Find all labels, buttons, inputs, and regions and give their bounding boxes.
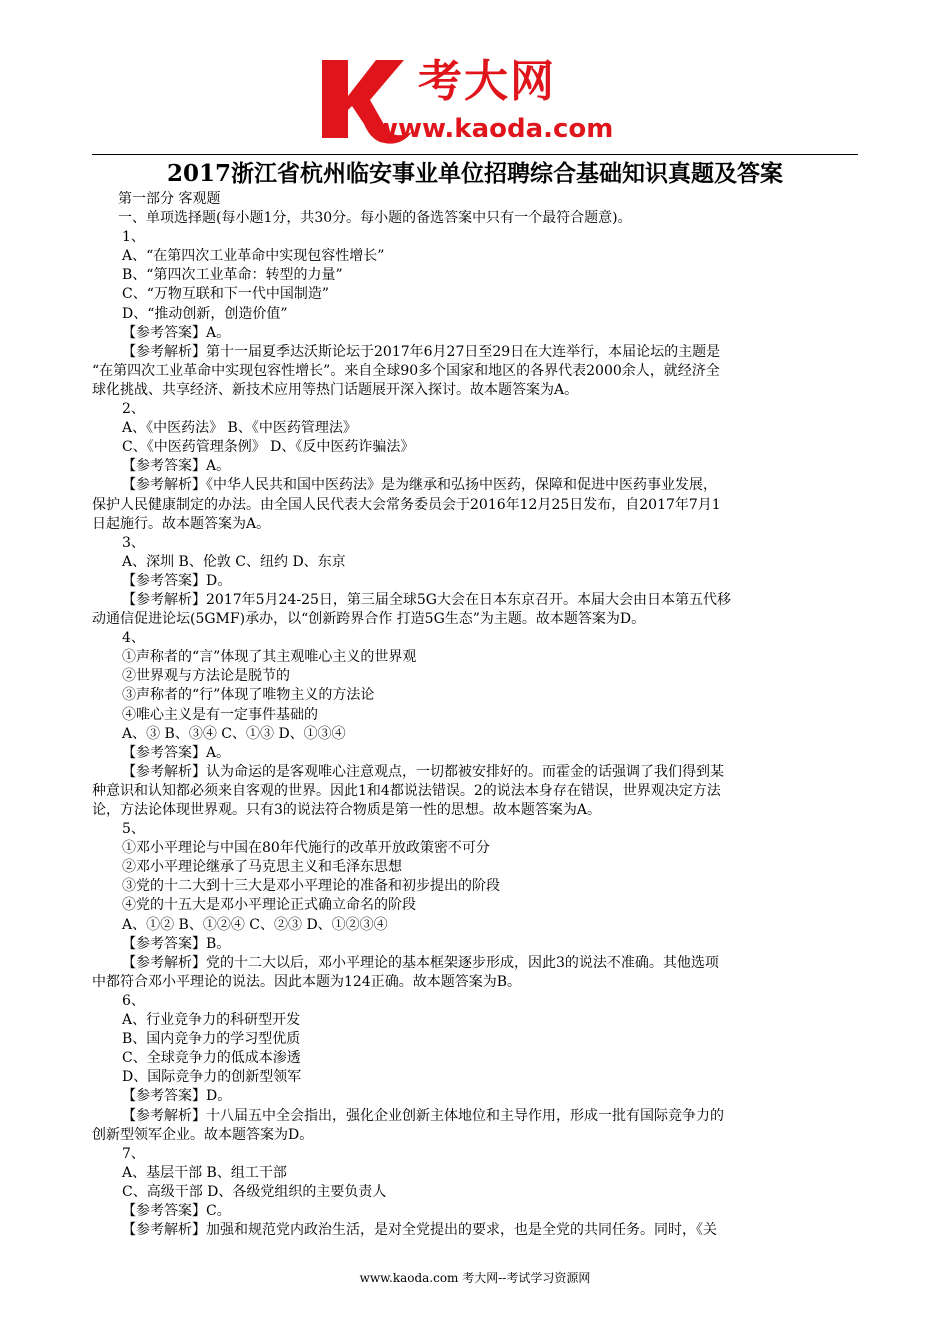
text-line: 【参考解析】认为命运的是客观唯心注意观点，一切都被安排好的。而霍金的话强调了我们得到某 <box>122 763 724 780</box>
text-line: 论，方法论体现世界观。只有3的说法符合物质是第一性的思想。故本题答案为A。 <box>92 802 602 818</box>
text-line: A、行业竞争力的科研型开发 <box>122 1012 301 1029</box>
document-body <box>92 190 858 1240</box>
text-line: ②邓小平理论继承了马克思主义和毛泽东思想 <box>122 859 402 876</box>
text-line: 日起施行。故本题答案为A。 <box>92 515 271 532</box>
text-line: D、国际竞争力的创新型领军 <box>122 1069 302 1086</box>
text-line: 【参考答案】D。 <box>122 572 232 589</box>
text-line: A、深圳 B、伦敦 C、纽约 D、东京 <box>122 553 346 570</box>
text-line: 1、 <box>122 229 145 246</box>
text-line: 【参考解析】2017年5月24-25日，第三届全球5G大会在日本东京召开。本届大会由日本第五代移 <box>122 591 731 608</box>
text-line: A、“在第四次工业革命中实现包容性增长” <box>122 248 385 265</box>
text-line: 【参考答案】C。 <box>122 1202 231 1219</box>
text-line: A、①② B、①②④ C、②③ D、①②③④ <box>122 916 388 933</box>
text-line: 【参考解析】加强和规范党内政治生活，是对全党提出的要求，也是全党的共同任务。同时，《关 <box>122 1222 717 1239</box>
text-line: 第一部分 客观题 <box>118 191 221 207</box>
text-line: C、高级干部 D、各级党组织的主要负责人 <box>122 1183 387 1200</box>
text-line: 球化挑战、共享经济、新技术应用等热门话题展开深入探讨。故本题答案为A。 <box>92 381 579 398</box>
text-line: ②世界观与方法论是脱节的 <box>122 668 290 685</box>
page-title: 2017浙江省杭州临安事业单位招聘综合基础知识真题及答案 <box>166 160 783 187</box>
logo-chinese-text: 考大网 <box>418 56 556 107</box>
text-line: C、全球竞争力的低成本渗透 <box>122 1050 301 1067</box>
text-line: B、国内竞争力的学习型优质 <box>122 1031 301 1048</box>
text-line: 【参考解析】第十一届夏季达沃斯论坛于2017年6月27日至29日在大连举行，本届论坛的主题是 <box>122 343 721 360</box>
text-line: ③声称者的“行”体现了唯物主义的方法论 <box>122 687 375 704</box>
text-line: D、“推动创新，创造价值” <box>122 305 288 322</box>
text-line: 7、 <box>122 1145 145 1162</box>
text-line: 【参考解析】《中华人民共和国中医药法》是为继承和弘扬中医药，保障和促进中医药事业发展， <box>122 477 717 494</box>
text-line: A、《中医药法》 B、《中医药管理法》 <box>122 420 357 437</box>
text-line: 【参考答案】A。 <box>122 324 231 341</box>
text-line: 6、 <box>122 992 145 1009</box>
text-line: 【参考答案】B。 <box>122 935 231 952</box>
text-line: 种意识和认知都必须来自客观的世界。因此1和4都说法错误。2的说法本身存在错误，世界观决定方法 <box>92 782 721 799</box>
kaoda-logo <box>318 52 638 152</box>
text-line: “在第四次工业革命中实现包容性增长”。来自全球90多个国家和地区的各界代表2000余人，就经济全 <box>92 362 720 379</box>
text-line: B、“第四次工业革命：转型的力量” <box>122 267 343 284</box>
text-line: 4、 <box>122 630 145 647</box>
text-line: 创新型领军企业。故本题答案为D。 <box>92 1126 314 1143</box>
text-line: 中都符合邓小平理论的说法。因此本题为124正确。故本题答案为B。 <box>92 973 522 990</box>
text-line: A、③ B、③④ C、①③ D、①③④ <box>122 725 346 742</box>
text-line: 保护人民健康制定的办法。由全国人民代表大会常务委员会于2016年12月25日发布，自2017年7月1 <box>92 496 721 513</box>
text-line: 【参考答案】D。 <box>122 1088 232 1105</box>
text-line: C、《中医药管理条例》 D、《反中医药诈骗法》 <box>122 439 415 456</box>
text-line: A、基层干部 B、组工干部 <box>122 1164 287 1181</box>
text-line: 【参考解析】十八届五中全会指出，强化企业创新主体地位和主导作用，形成一批有国际竞争力的 <box>122 1107 724 1124</box>
text-line: 动通信促进论坛(5GMF)承办，以“创新跨界合作 打造5G生态”为主题。故本题答案为D。 <box>92 611 646 628</box>
text-line: ①声称者的“言”体现了其主观唯心主义的世界观 <box>122 649 417 666</box>
text-line: ③党的十二大到十三大是邓小平理论的准备和初步提出的阶段 <box>122 878 500 895</box>
text-line: 【参考解析】党的十二大以后，邓小平理论的基本框架逐步形成，因此3的说法不准确。其他选项 <box>122 954 719 971</box>
text-line: 3、 <box>122 534 145 551</box>
text-line: C、“万物互联和下一代中国制造” <box>122 286 330 303</box>
text-line: 2、 <box>122 401 145 418</box>
text-line: ④党的十五大是邓小平理论正式确立命名的阶段 <box>122 897 416 914</box>
text-line: 【参考答案】A。 <box>122 744 231 761</box>
text-line: 【参考答案】A。 <box>122 458 231 475</box>
header-divider <box>92 154 858 155</box>
text-line: 5、 <box>122 821 145 838</box>
text-line: ④唯心主义是有一定事件基础的 <box>122 706 318 723</box>
text-line: ①邓小平理论与中国在80年代施行的改革开放政策密不可分 <box>122 840 490 857</box>
logo-url-text: www.kaoda.com <box>374 114 614 144</box>
page-footer: www.kaoda.com 考大网--考试学习资源网 <box>359 1271 591 1285</box>
text-line: 一、单项选择题(每小题1分，共30分。每小题的备选答案中只有一个最符合题意)。 <box>118 210 632 227</box>
